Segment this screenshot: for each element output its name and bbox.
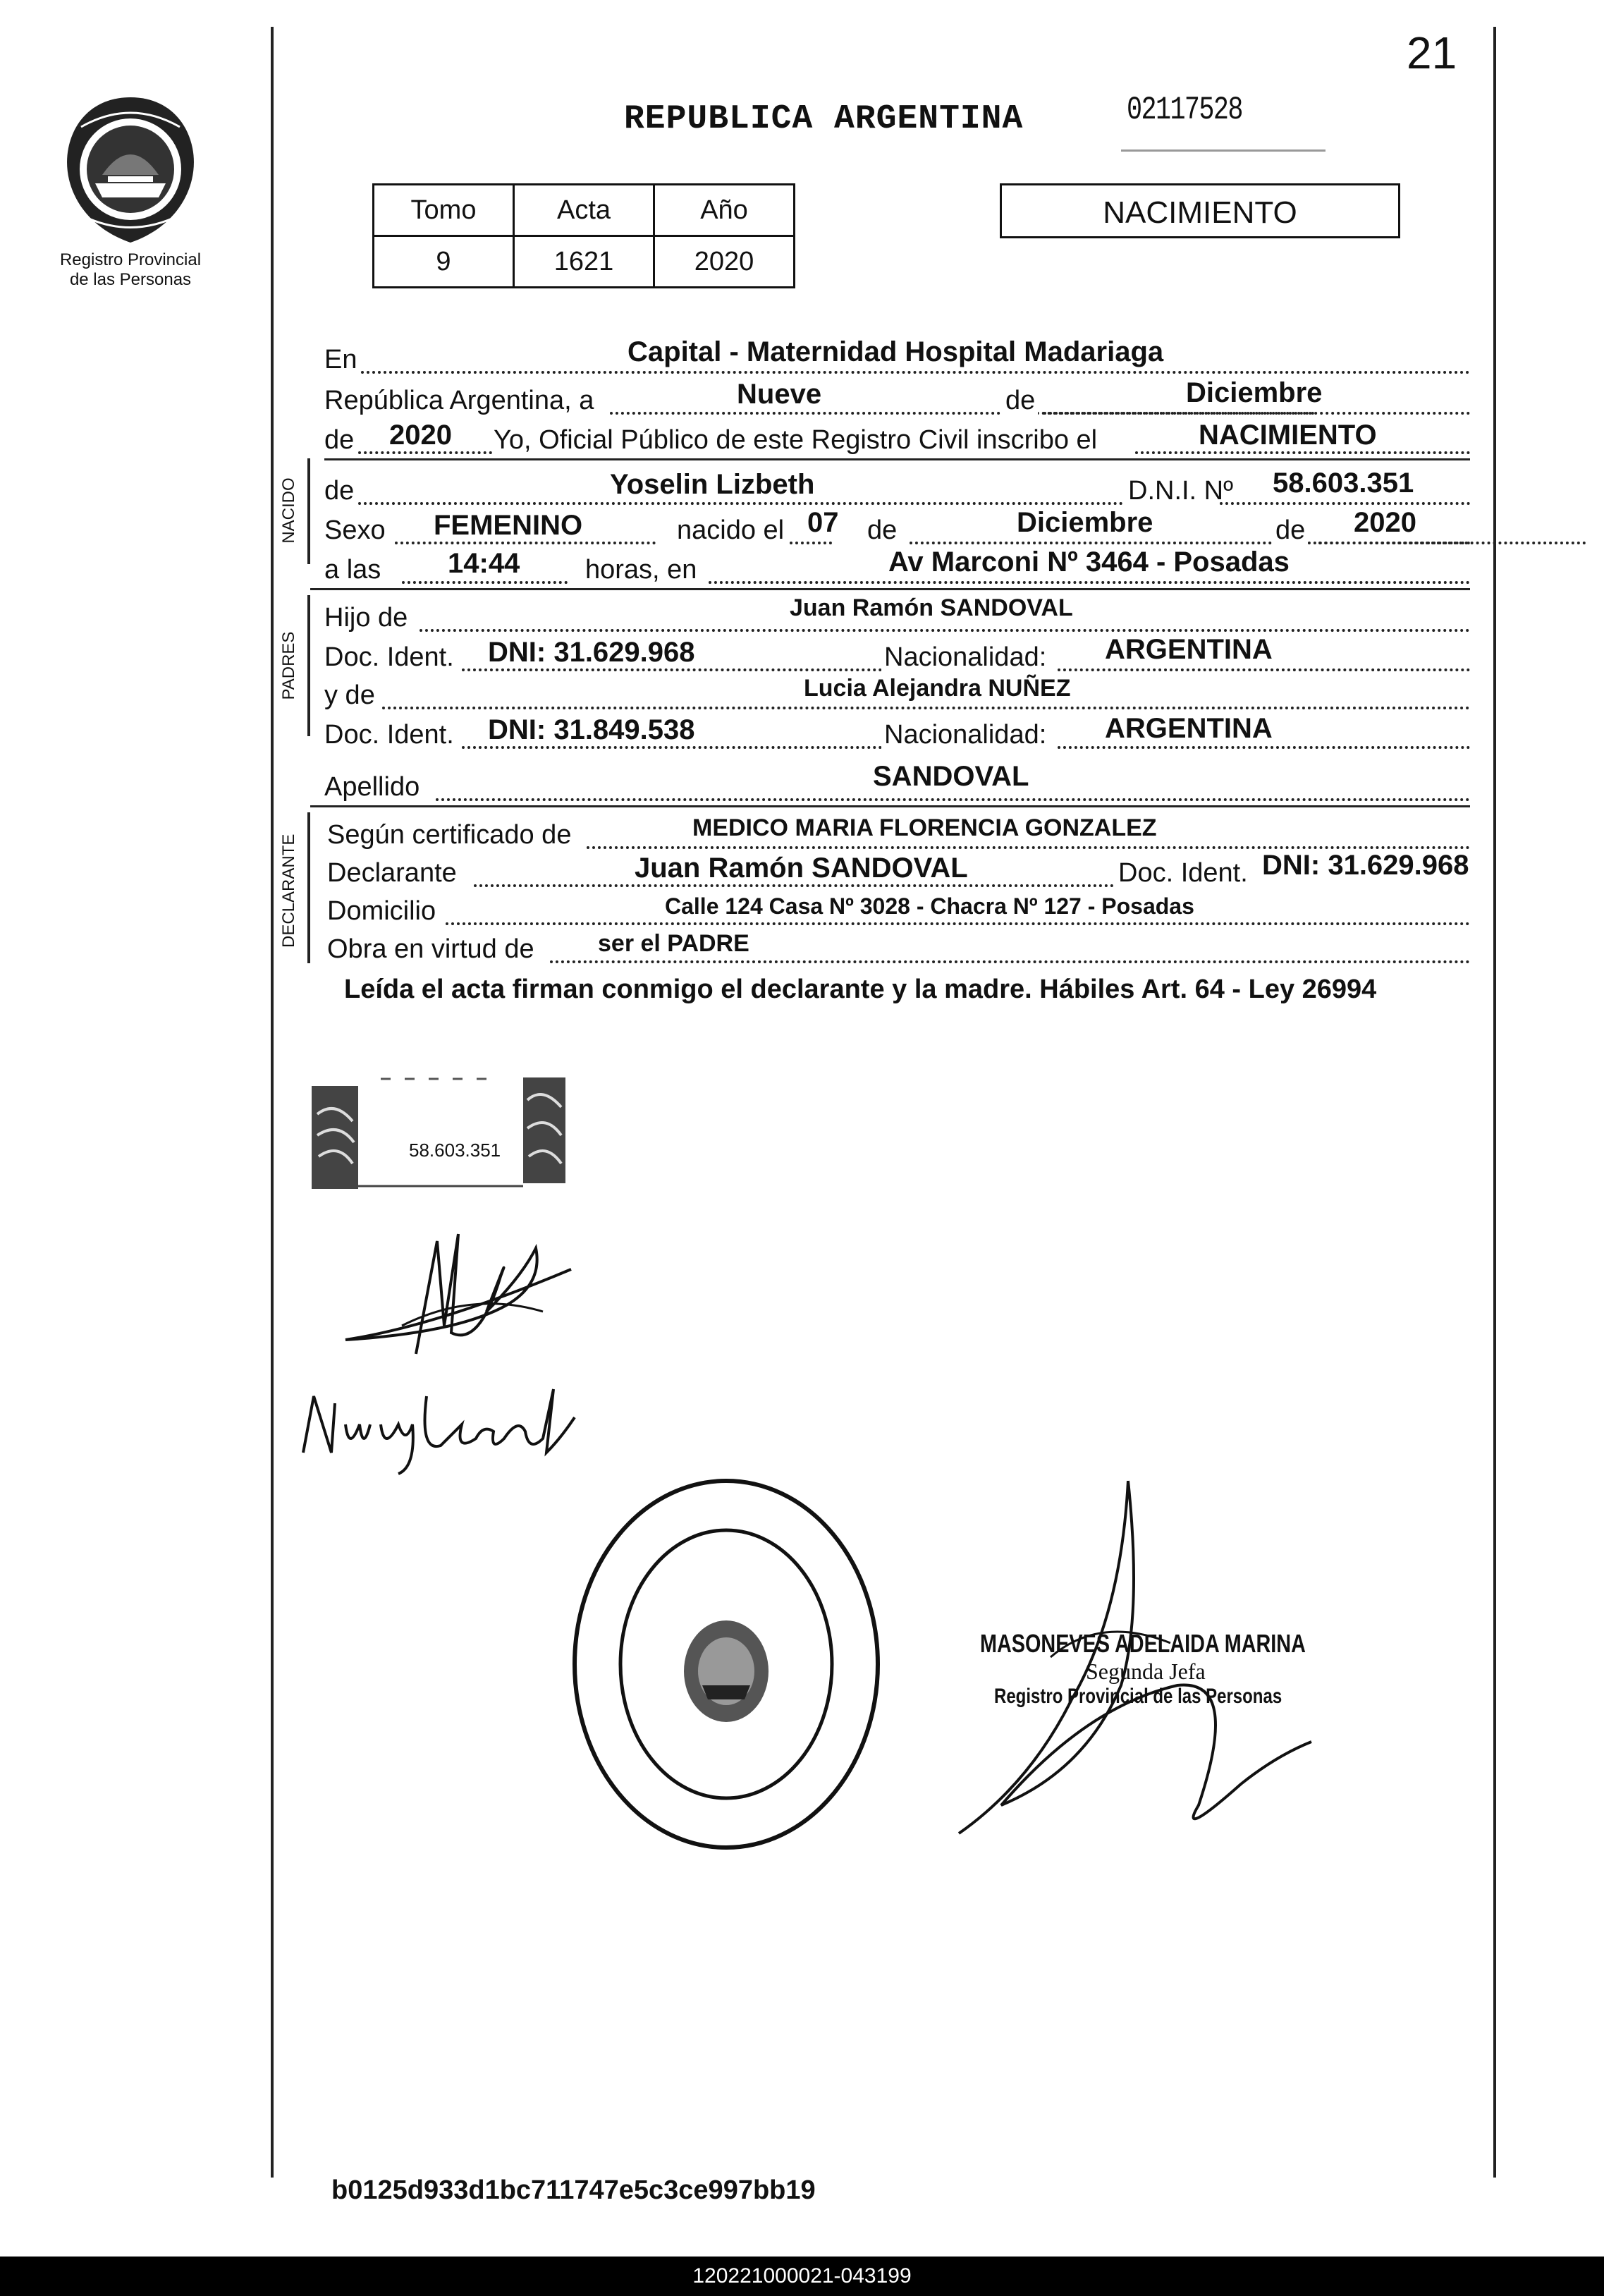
stamp-number: 58.603.351 [409,1140,501,1161]
domicilio-label: Domicilio [327,896,436,926]
padres-bracket [307,595,310,736]
nacido-bracket [307,458,310,564]
row-apellido [324,761,1470,802]
dni-stamp [310,1072,571,1192]
anio-value: 2020 [654,236,795,288]
closing-note: Leída el acta firman conmigo el declarante y la madre. Hábiles Art. 64 - Ley 26994 [344,975,1377,1004]
nacido-de-label3: de [1273,515,1308,546]
registry-table [372,183,795,288]
declarant-signature-icon [331,1227,585,1382]
inscribo-label: Yo, Oficial Público de este Registro Civil inscribo el [494,425,1098,455]
row-obra [324,928,1470,965]
registry-logo [49,92,212,290]
row-domicilio [324,890,1470,927]
sexo-value: FEMENINO [434,510,583,541]
birth-time: 14:44 [448,548,520,579]
nacido-section-label: NACIDO [279,477,298,544]
day-value: Nueve [737,379,822,410]
inscribo-value: NACIMIENTO [1199,420,1377,451]
document-hash: b0125d933d1bc711747e5c3ce997bb19 [331,2175,816,2205]
official-role: Segunda Jefa [1086,1659,1206,1684]
domicilio-value: Calle 124 Casa Nº 3028 - Chacra Nº 127 - Posadas [665,893,1194,919]
row-y-de [324,674,1470,711]
year-value: 2020 [389,420,452,451]
row-inscribo [324,419,1470,456]
row-sexo [324,509,1470,546]
row-hijo-de [324,594,1470,633]
row-father-doc [324,636,1470,673]
nacido-rule [310,588,1470,590]
apellido-rule [310,805,1470,807]
nacido-de-label2: de [867,515,898,545]
en-label: En [324,345,357,374]
republica-label: República Argentina, a [324,386,594,415]
row-nacido-nombre [324,470,1470,506]
month-value: Diciembre [1186,377,1323,408]
page-number: 21 [1407,28,1457,78]
province-seal-icon [53,92,208,247]
obra-value: ser el PADRE [598,930,749,957]
father-doc: DNI: 31.629.968 [488,637,695,668]
acta-value: 1621 [514,236,654,288]
de-label: de [1003,386,1038,416]
place-value: Capital - Maternidad Hospital Madariaga [627,336,1164,367]
tomo-value: 9 [374,236,514,288]
tomo-header: Tomo [374,185,514,236]
horas-label: horas, en [585,555,697,585]
row-hora [324,546,1470,585]
declarante-doc: DNI: 31.629.968 [1262,850,1469,881]
child-name: Yoselin Lizbeth [610,469,815,500]
father-nationality: ARGENTINA [1105,634,1273,665]
dni-label: D.N.I. Nº [1128,476,1233,506]
serial-underline [1121,149,1326,152]
right-margin-rule [1493,27,1496,2178]
row-fecha [324,379,1470,416]
serial-number: 02117528 [1127,92,1242,128]
alas-label: a las [324,555,381,585]
cert-value: MEDICO MARIA FLORENCIA GONZALEZ [692,814,1157,841]
row-en [324,338,1470,375]
mother-nationality: ARGENTINA [1105,713,1273,744]
act-type-box: NACIMIENTO [1000,183,1400,238]
father-name: Juan Ramón SANDOVAL [790,594,1073,621]
father-doc-label: Doc. Ident. [324,642,454,672]
mother-name: Lucia Alejandra NUÑEZ [804,675,1071,702]
row-certificado [324,814,1470,850]
row-mother-doc [324,714,1470,750]
footer-id: 120221000021-043199 [0,2257,1604,2296]
anio-header: Año [654,185,795,236]
intro-rule [324,458,1470,460]
nacido-de-label: de [324,476,355,506]
apellido-value: SANDOVAL [873,761,1029,792]
official-name: MASONEVES ADELAIDA MARINA [980,1629,1306,1658]
apellido-label: Apellido [324,772,420,802]
mother-nat-label: Nacionalidad: [881,720,1049,750]
declarante-bracket [307,812,310,963]
mother-doc: DNI: 31.849.538 [488,714,695,745]
father-nat-label: Nacionalidad: [881,642,1049,673]
birth-month: Diciembre [1017,507,1153,538]
logo-caption-line2: de las Personas [69,270,192,289]
obra-label: Obra en virtud de [327,934,534,964]
declarante-section-label: DECLARANTE [279,833,298,948]
de2-label: de [324,425,355,455]
logo-caption-line1: Registro Provincial [59,250,202,269]
declarante-label: Declarante [327,858,457,888]
sexo-label: Sexo [324,515,386,545]
nacido-el-label: nacido el [677,515,785,545]
official-block [980,1629,1387,1709]
mother-doc-label: Doc. Ident. [324,720,454,750]
document-title: REPUBLICA ARGENTINA [624,100,1024,138]
declarante-doc-label: Doc. Ident. [1115,858,1251,889]
left-margin-rule [271,27,274,2178]
mother-signature-icon [293,1375,589,1481]
official-office: Registro Provincial de las Personas [994,1685,1282,1708]
fingerprint-icon [310,1072,571,1192]
padres-section-label: PADRES [279,631,298,700]
seal-inner-text [606,1442,846,1443]
y-de-label: y de [324,680,375,710]
declarante-name: Juan Ramón SANDOVAL [635,853,968,884]
child-dni: 58.603.351 [1273,468,1414,499]
acta-header: Acta [514,185,654,236]
birth-day: 07 [807,507,839,538]
official-seal-icon [564,1474,888,1855]
birth-place: Av Marconi Nº 3464 - Posadas [888,546,1290,578]
hijo-de-label: Hijo de [324,603,408,633]
birth-year: 2020 [1354,507,1416,538]
row-declarante [324,852,1470,889]
cert-label: Según certificado de [327,820,572,850]
